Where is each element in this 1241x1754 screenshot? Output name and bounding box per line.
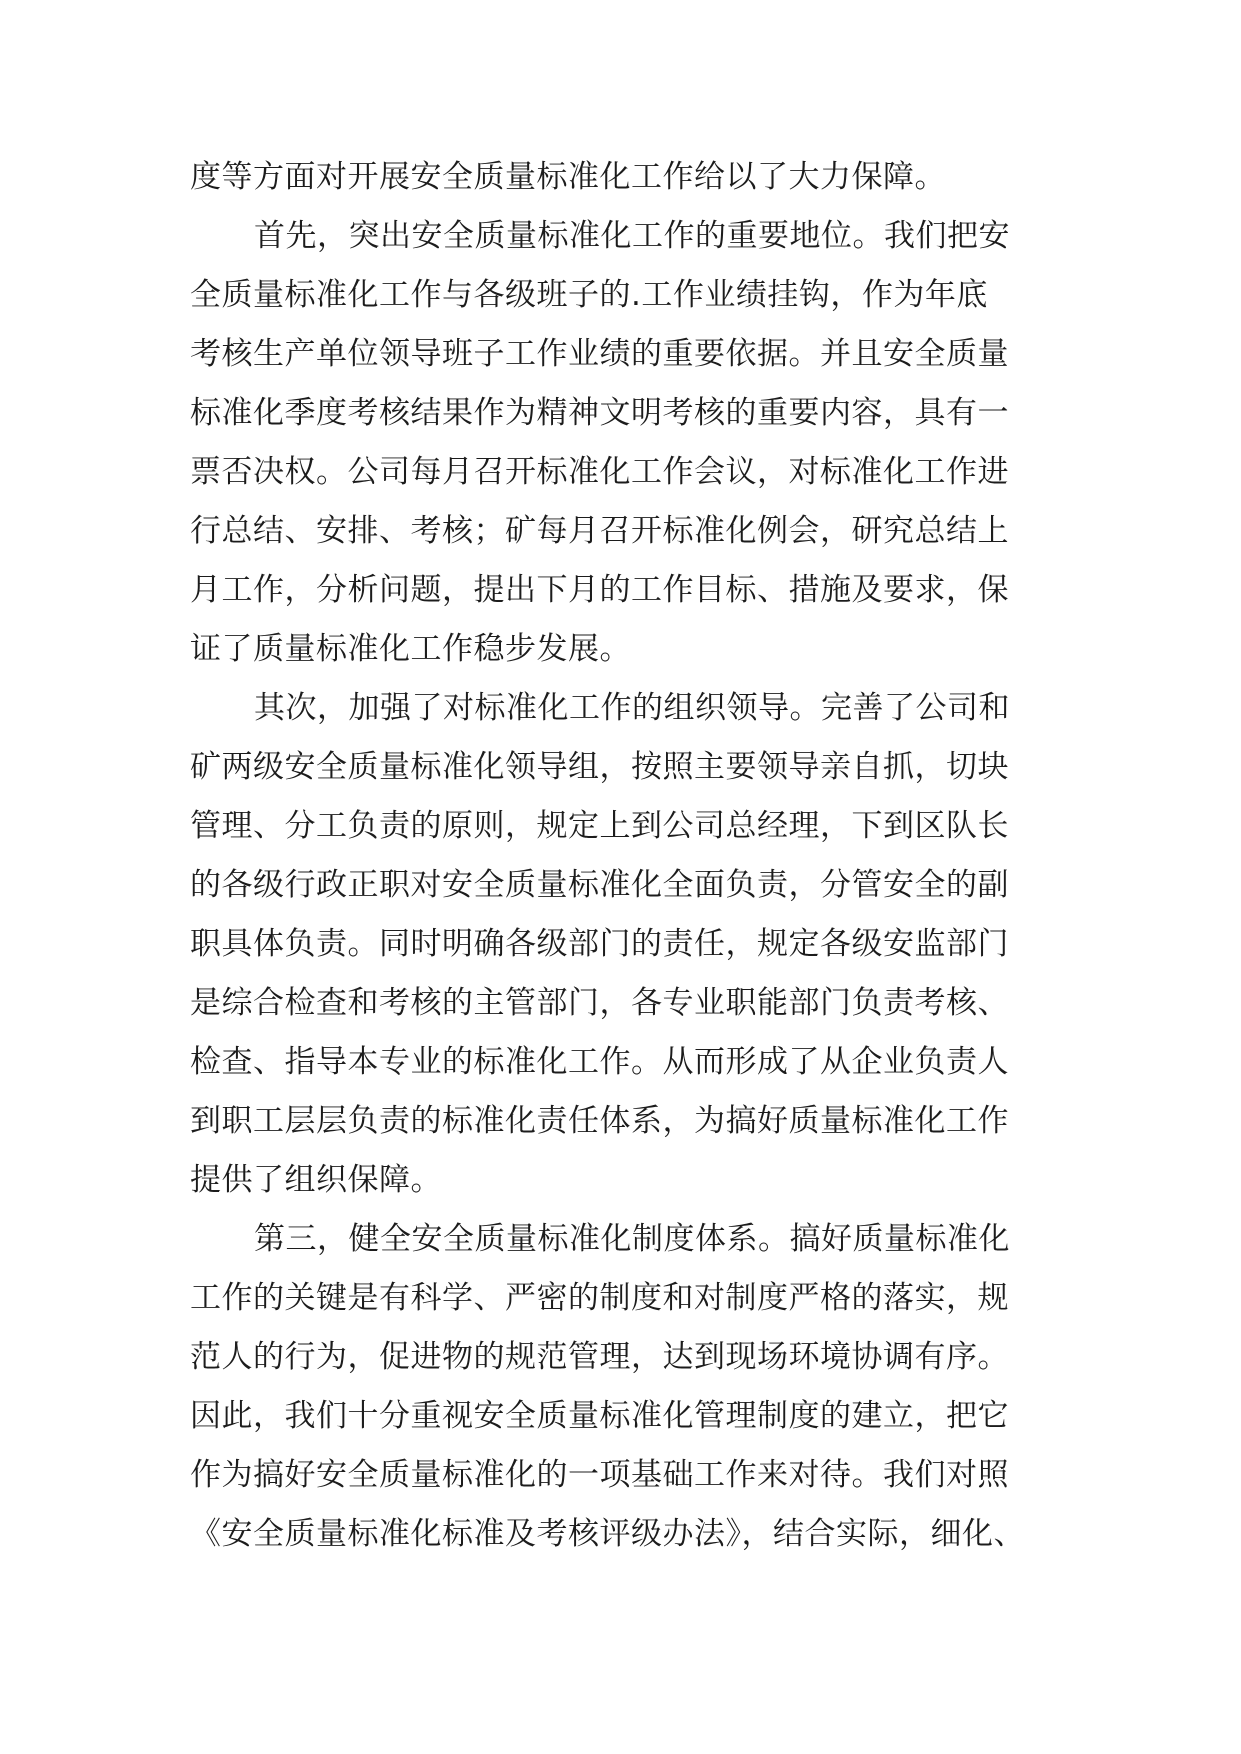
text-line: 矿两级安全质量标准化领导组，按照主要领导亲自抓，切块 (190, 749, 1009, 785)
paragraph-first-line: 其次，加强了对标准化工作的组织领导。完善了公司和 (254, 690, 1010, 726)
text-line: 票否决权。公司每月召开标准化工作会议，对标准化工作进 (190, 454, 1009, 490)
text-line: 行总结、安排、考核；矿每月召开标准化例会，研究总结上 (190, 513, 1009, 549)
text-line: 证了质量标准化工作稳步发展。 (190, 631, 631, 667)
text-line: 范人的行为，促进物的规范管理，达到现场环境协调有序。 (190, 1339, 1009, 1375)
text-line: 作为搞好安全质量标准化的一项基础工作来对待。我们对照 (190, 1457, 1009, 1493)
text-line: 因此，我们十分重视安全质量标准化管理制度的建立，把它 (190, 1398, 1009, 1434)
text-line: 考核生产单位领导班子工作业绩的重要依据。并且安全质量 (190, 336, 1009, 372)
text-line: 工作的关键是有科学、严密的制度和对制度严格的落实，规 (190, 1280, 1009, 1316)
text-line: 《安全质量标准化标准及考核评级办法》，结合实际，细化、 (190, 1516, 1025, 1552)
text-line: 到职工层层负责的标准化责任体系，为搞好质量标准化工作 (190, 1103, 1009, 1139)
paragraph-first-line: 第三，健全安全质量标准化制度体系。搞好质量标准化 (254, 1221, 1010, 1257)
text-line: 度等方面对开展安全质量标准化工作给以了大力保障。 (190, 159, 946, 195)
text-line: 管理、分工负责的原则，规定上到公司总经理，下到区队长 (190, 808, 1009, 844)
document-body (190, 148, 1060, 1564)
text-line: 月工作，分析问题，提出下月的工作目标、措施及要求，保 (190, 572, 1009, 608)
text-line: 检查、指导本专业的标准化工作。从而形成了从企业负责人 (190, 1044, 1009, 1080)
text-line: 全质量标准化工作与各级班子的.工作业绩挂钩，作为年底 (190, 277, 988, 313)
text-line: 是综合检查和考核的主管部门，各专业职能部门负责考核、 (190, 985, 1009, 1021)
text-line: 提供了组织保障。 (190, 1162, 442, 1198)
text-line: 标准化季度考核结果作为精神文明考核的重要内容，具有一 (190, 395, 1009, 431)
text-line: 职具体负责。同时明确各级部门的责任，规定各级安监部门 (190, 926, 1009, 962)
paragraph-first-line: 首先，突出安全质量标准化工作的重要地位。我们把安 (254, 218, 1010, 254)
text-line: 的各级行政正职对安全质量标准化全面负责，分管安全的副 (190, 867, 1009, 903)
